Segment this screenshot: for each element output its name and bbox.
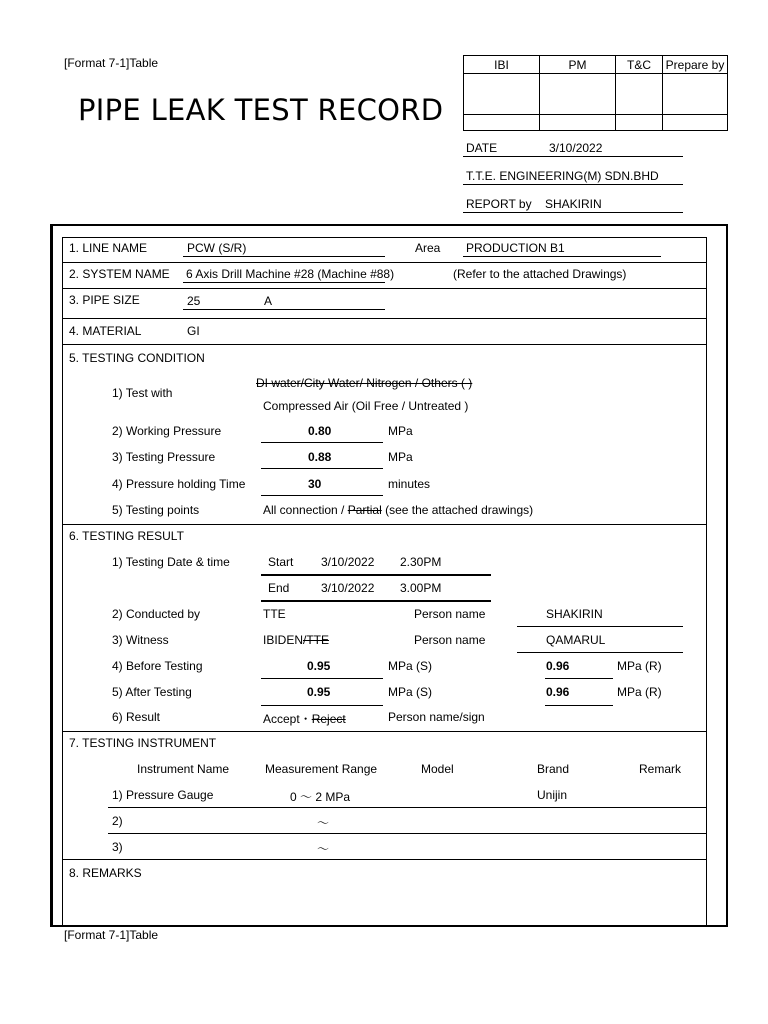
approval-table	[463, 55, 728, 131]
start-label: Start	[268, 555, 294, 569]
testing-points-text-b: (see the attached drawings)	[381, 503, 534, 517]
row-divider	[62, 318, 706, 319]
testing-pressure-unit: MPa	[388, 450, 413, 464]
divider	[463, 212, 683, 213]
witness-label: 3) Witness	[112, 633, 169, 647]
approval-cell	[464, 114, 540, 130]
testing-points-label: 5) Testing points	[112, 503, 200, 517]
approval-cell	[663, 114, 728, 130]
field-underline	[261, 574, 491, 576]
col-model: Model	[421, 762, 454, 776]
pipe-size-value: 25	[187, 294, 201, 308]
witness-value	[263, 633, 329, 647]
approval-col-tc: T&C	[616, 56, 663, 74]
field-underline	[545, 705, 613, 706]
holding-time-value: 30	[308, 477, 322, 491]
instrument-2-range: ～	[317, 816, 330, 830]
material-value: GI	[187, 324, 200, 338]
holding-time-label: 4) Pressure holding Time	[112, 477, 246, 491]
testing-instrument-label: 7. TESTING INSTRUMENT	[69, 736, 217, 750]
field-underline	[261, 678, 383, 679]
witness-person-label: Person name	[414, 633, 486, 647]
working-pressure-value: 0.80	[308, 424, 332, 438]
after-testing-s-value: 0.95	[307, 685, 331, 699]
approval-cell	[464, 74, 540, 115]
row-divider	[108, 833, 706, 834]
inner-left	[62, 237, 63, 925]
col-instrument-name: Instrument Name	[137, 762, 230, 776]
row-divider	[62, 731, 706, 732]
remarks-label: 8. REMARKS	[69, 866, 142, 880]
frame-right	[726, 224, 728, 927]
instrument-1-name: 1) Pressure Gauge	[112, 788, 214, 802]
approval-cell	[540, 74, 616, 115]
instrument-3-range: ～	[317, 842, 330, 856]
after-testing-label: 5) After Testing	[112, 685, 192, 699]
test-with-value: Compressed Air (Oil Free / Untreated )	[263, 399, 469, 413]
testing-points-text-a: All connection /	[263, 503, 348, 517]
approval-cell	[616, 74, 663, 115]
field-underline	[463, 256, 661, 257]
working-pressure-unit: MPa	[388, 424, 413, 438]
after-testing-r-value: 0.96	[546, 685, 570, 699]
working-pressure-label: 2) Working Pressure	[112, 424, 222, 438]
field-underline	[183, 309, 385, 310]
before-testing-s-unit: MPa (S)	[388, 659, 433, 673]
end-date: 3/10/2022	[321, 581, 375, 595]
approval-cell	[616, 114, 663, 130]
system-name-value: 6 Axis Drill Machine #28 (Machine #88)	[186, 267, 395, 281]
field-underline	[261, 495, 383, 496]
row-divider	[62, 344, 706, 345]
testing-condition-label: 5. TESTING CONDITION	[69, 351, 205, 365]
approval-col-ibi: IBI	[464, 56, 540, 74]
field-underline	[261, 600, 491, 602]
page-title: PIPE LEAK TEST RECORD	[78, 93, 444, 127]
field-underline	[183, 282, 385, 283]
testing-pressure-value: 0.88	[308, 450, 332, 464]
result-accept: Accept・	[263, 712, 312, 726]
result-sign-label: Person name/sign	[388, 710, 485, 724]
row-divider	[62, 288, 706, 289]
conducted-person-value: SHAKIRIN	[546, 607, 603, 621]
report-by-label: REPORT by	[466, 197, 532, 211]
approval-col-pm: PM	[540, 56, 616, 74]
frame-left	[50, 224, 53, 927]
field-underline	[517, 652, 683, 653]
col-brand: Brand	[537, 762, 570, 776]
area-label: Area	[415, 241, 441, 255]
field-underline	[517, 626, 683, 627]
test-with-struck-options: DI water/City Water/ Nitrogen / Others ( )	[256, 376, 473, 390]
frame-bottom	[50, 925, 728, 927]
approval-cell	[663, 74, 728, 115]
row-divider	[62, 524, 706, 525]
material-label: 4. MATERIAL	[69, 324, 142, 338]
field-underline	[183, 256, 385, 257]
testing-result-label: 6. TESTING RESULT	[69, 529, 184, 543]
col-measurement-range: Measurement Range	[265, 762, 378, 776]
witness-person-value: QAMARUL	[546, 633, 606, 647]
testing-points-struck: Partial	[347, 503, 382, 517]
after-testing-s-unit: MPa (S)	[388, 685, 433, 699]
field-underline	[261, 468, 383, 469]
row-divider	[62, 262, 706, 263]
field-underline	[545, 678, 613, 679]
testing-points-value	[263, 503, 533, 517]
conducted-by-value: TTE	[263, 607, 286, 621]
after-testing-r-unit: MPa (R)	[617, 685, 662, 699]
row-divider	[108, 807, 706, 808]
format-label: [Format 7-1]Table	[64, 56, 159, 70]
before-testing-r-unit: MPa (R)	[617, 659, 662, 673]
footer-format-label: [Format 7-1]Table	[64, 928, 159, 942]
field-underline	[261, 442, 383, 443]
system-name-note: (Refer to the attached Drawings)	[453, 267, 627, 281]
row-divider	[62, 237, 706, 238]
area-value: PRODUCTION B1	[466, 241, 565, 255]
witness-text: IBIDEN	[263, 633, 304, 647]
approval-col-prepare: Prepare by	[663, 56, 728, 74]
divider	[463, 184, 683, 185]
witness-struck: /TTE	[303, 633, 330, 647]
test-with-label: 1) Test with	[112, 386, 173, 400]
col-remark: Remark	[639, 762, 682, 776]
result-label: 6) Result	[112, 710, 161, 724]
row-divider	[62, 859, 706, 860]
instrument-1-brand: Unijin	[537, 788, 568, 802]
conducted-person-label: Person name	[414, 607, 486, 621]
date-value: 3/10/2022	[549, 141, 603, 155]
report-by-value: SHAKIRIN	[545, 197, 602, 211]
conducted-by-label: 2) Conducted by	[112, 607, 201, 621]
testing-date-label: 1) Testing Date & time	[112, 555, 230, 569]
result-reject-struck: Reject	[311, 712, 346, 726]
end-label: End	[268, 581, 290, 595]
line-name-label: 1. LINE NAME	[69, 241, 148, 255]
approval-cell	[540, 114, 616, 130]
holding-time-unit: minutes	[388, 477, 431, 491]
field-underline	[261, 705, 383, 706]
pipe-size-label: 3. PIPE SIZE	[69, 293, 140, 307]
inner-right	[706, 237, 707, 925]
system-name-label: 2. SYSTEM NAME	[69, 267, 170, 281]
before-testing-s-value: 0.95	[307, 659, 331, 673]
pipe-size-unit: A	[264, 294, 273, 308]
date-label: DATE	[466, 141, 498, 155]
before-testing-label: 4) Before Testing	[112, 659, 203, 673]
instrument-3-name: 3)	[112, 840, 123, 854]
end-time: 3.00PM	[400, 581, 442, 595]
divider	[463, 156, 683, 157]
instrument-2-name: 2)	[112, 814, 123, 828]
instrument-1-range: 0 ～ 2 MPa	[290, 790, 351, 804]
start-time: 2.30PM	[400, 555, 442, 569]
result-value	[263, 710, 346, 727]
frame-top	[50, 224, 728, 226]
before-testing-r-value: 0.96	[546, 659, 570, 673]
testing-pressure-label: 3) Testing Pressure	[112, 450, 216, 464]
line-name-value: PCW (S/R)	[187, 241, 247, 255]
company-name: T.T.E. ENGINEERING(M) SDN.BHD	[466, 169, 659, 183]
start-date: 3/10/2022	[321, 555, 375, 569]
